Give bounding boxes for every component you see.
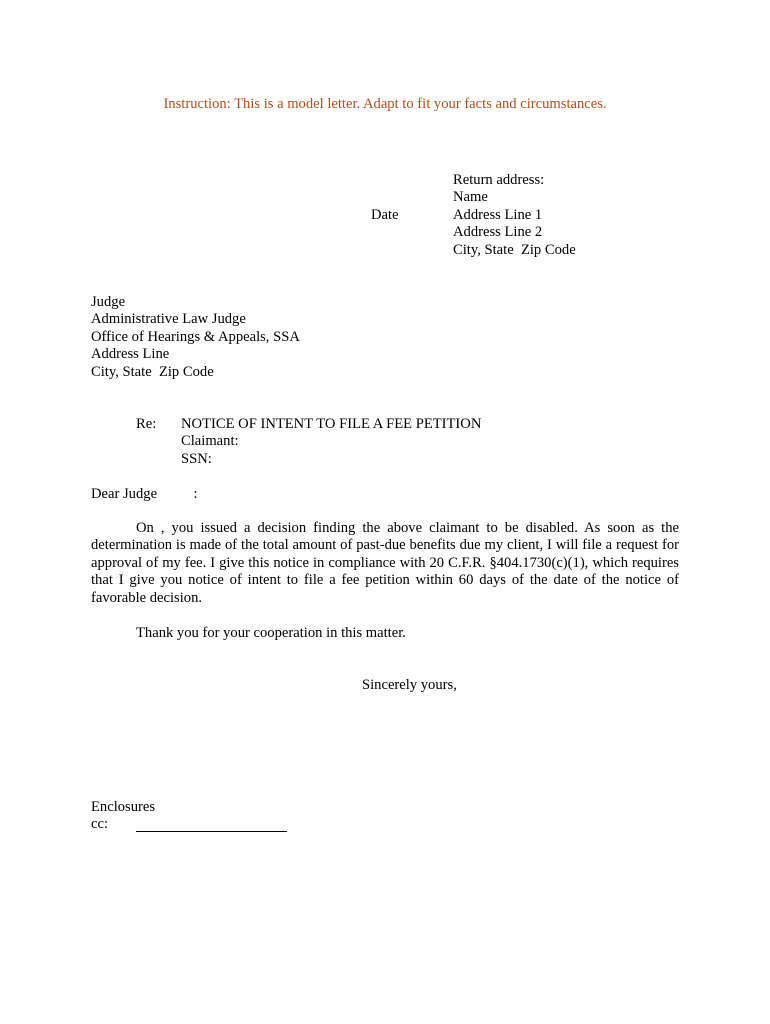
body-paragraph: On , you issued a decision finding the above claimant to be disabled. As soon as the determination is made of the total amount of past-due benefits due my client, I will file a request for approval of my fee. I give this notice in compliance with 20 C.F.R. §404.1730(c)(1), which requires that I give you notice of intent to file a fee petition within 60 days of the date of the notice of favorable decision.	[91, 520, 679, 606]
re-claimant: Claimant:	[181, 433, 239, 450]
recipient-address-block	[91, 294, 300, 381]
return-address-block	[453, 172, 576, 259]
recipient-office: Office of Hearings & Appeals, SSA	[91, 328, 300, 345]
cc-blank-line	[136, 831, 287, 832]
instruction-note: Instruction: This is a model letter. Adapt to fit your facts and circumstances.	[163, 96, 607, 112]
return-address-heading: Return address:	[453, 172, 545, 188]
thanks-line: Thank you for your cooperation in this matter.	[136, 625, 406, 641]
recipient-address-line: Address Line	[91, 346, 170, 363]
closing: Sincerely yours,	[362, 677, 457, 693]
cc-label: cc:	[91, 816, 109, 832]
return-address-city-state-zip: City, State Zip Code	[453, 241, 576, 258]
re-subject-block	[181, 416, 481, 468]
date-label: Date	[371, 207, 399, 223]
recipient-title: Administrative Law Judge	[91, 311, 246, 328]
enclosures-label: Enclosures	[91, 799, 156, 815]
re-label: Re:	[136, 416, 157, 432]
salutation: Dear Judge :	[91, 486, 198, 502]
return-address-name: Name	[453, 189, 488, 206]
recipient-judge: Judge	[91, 294, 126, 310]
re-ssn: SSN:	[181, 450, 212, 467]
recipient-city-state-zip: City, State Zip Code	[91, 363, 214, 380]
return-address-line-2: Address Line 2	[453, 224, 543, 241]
re-subject: NOTICE OF INTENT TO FILE A FEE PETITION	[181, 416, 482, 432]
return-address-line-1: Address Line 1	[453, 206, 543, 223]
